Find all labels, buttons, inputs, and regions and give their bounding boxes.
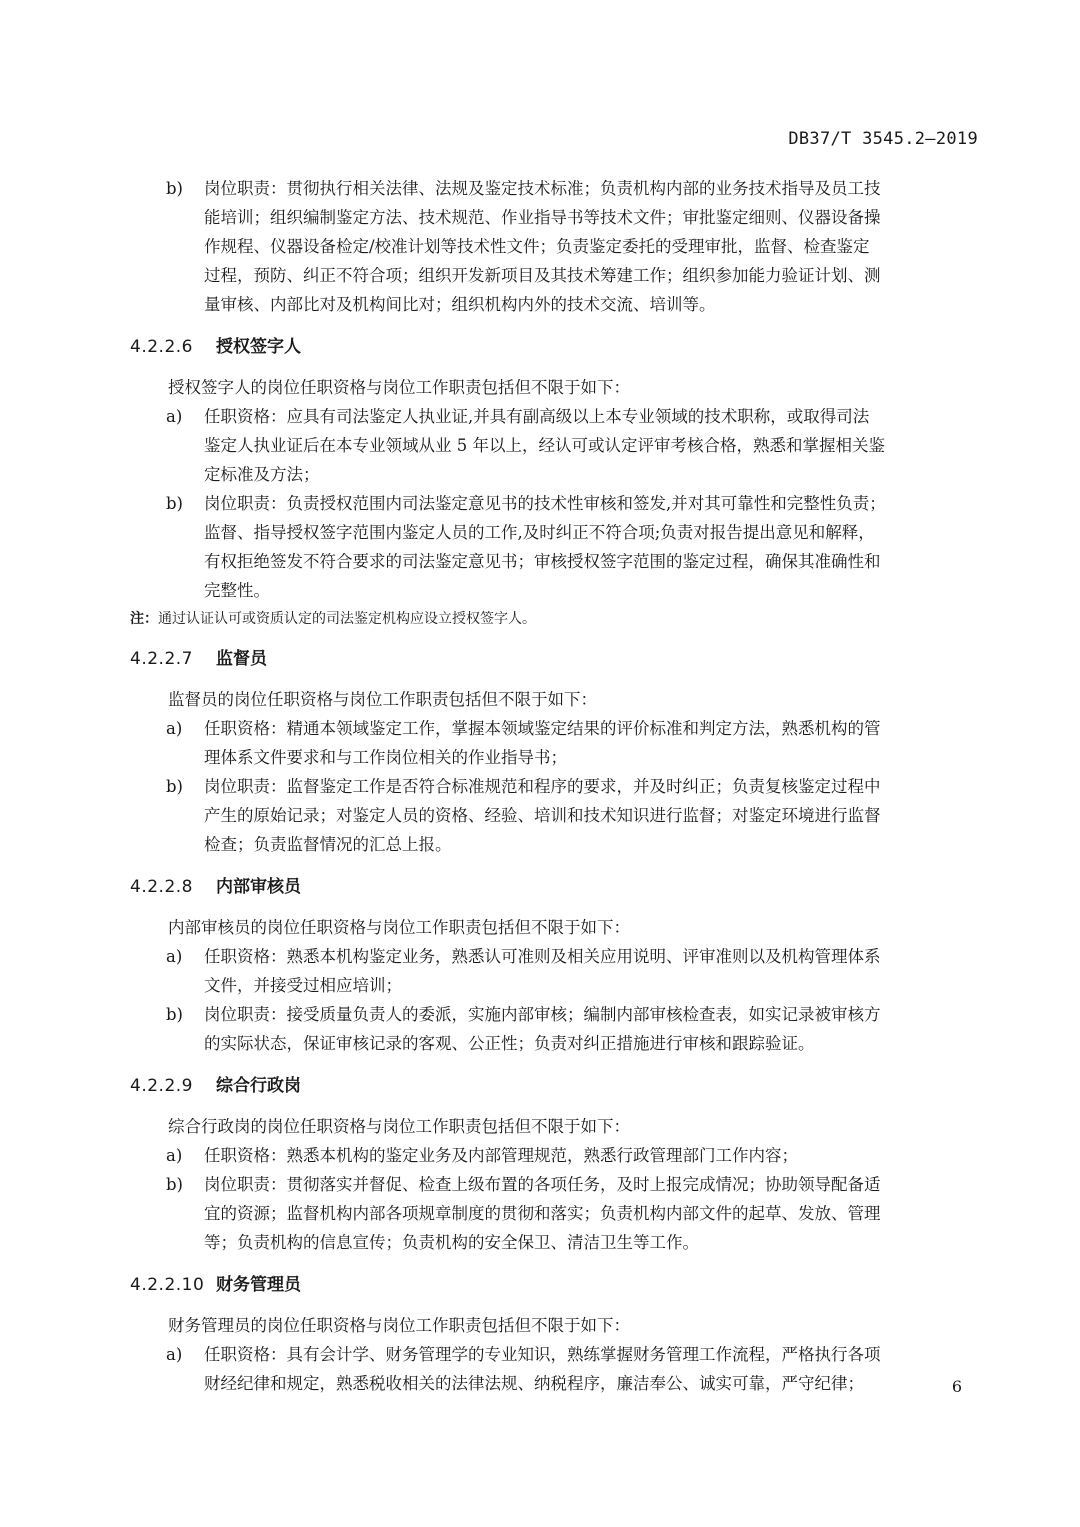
list-marker: b) <box>166 494 183 513</box>
list-item-text <box>204 1141 980 1170</box>
text-line: 理体系文件要求和与工作岗位相关的作业指导书； <box>204 748 567 767</box>
list-marker: a) <box>166 1345 183 1364</box>
text-line: 任职资格：应具有司法鉴定人执业证,并具有副高级以上本专业领域的技术职称，或取得司法 <box>204 407 870 426</box>
text-line: 定标准及方法； <box>204 465 320 484</box>
section-heading <box>130 1273 980 1297</box>
list-item <box>130 714 980 772</box>
section-intro: 监督员的岗位任职资格与岗位工作职责包括但不限于如下： <box>168 690 597 709</box>
text-line: 的实际状态，保证审核记录的客观、公正性；负责对纠正措施进行审核和跟踪验证。 <box>204 1034 815 1053</box>
text-line: 完整性。 <box>204 581 270 600</box>
text-line: 任职资格：精通本领域鉴定工作，掌握本领域鉴定结果的评价标准和判定方法，熟悉机构的管 <box>204 719 881 738</box>
text-line: 等；负责机构的信息宣传；负责机构的安全保卫、清洁卫生等工作。 <box>204 1233 699 1252</box>
note-label: 注： <box>130 611 158 627</box>
list-item <box>130 1170 980 1257</box>
list-item <box>130 1141 980 1170</box>
text-line: 任职资格：具有会计学、财务管理学的专业知识，熟练掌握财务管理工作流程，严格执行各项 <box>204 1345 881 1364</box>
section-intro: 综合行政岗的岗位任职资格与岗位工作职责包括但不限于如下： <box>168 1117 630 1136</box>
text-line: 文件，并接受过相应培训； <box>204 976 402 995</box>
section-number: 4.2.2.10 <box>130 1275 205 1295</box>
list-item <box>130 1000 980 1058</box>
section-number: 4.2.2.6 <box>130 337 193 357</box>
text-line: 产生的原始记录；对鉴定人员的资格、经验、培训和技术知识进行监督；对鉴定环境进行监督 <box>204 806 881 825</box>
text-line: 检查；负责监督情况的汇总上报。 <box>204 835 452 854</box>
section-title: 内部审核员 <box>216 877 301 897</box>
list-item-text <box>204 1340 980 1398</box>
section-number: 4.2.2.9 <box>130 1076 193 1096</box>
list-item-text <box>204 174 980 319</box>
list-item-text <box>204 402 980 489</box>
top-list-item <box>130 174 980 319</box>
section-heading <box>130 875 980 899</box>
list-item-text <box>204 1170 980 1257</box>
note-text: 通过认证认可或资质认定的司法鉴定机构应设立授权签字人。 <box>158 611 536 627</box>
list-marker: a) <box>166 407 183 426</box>
list-marker: a) <box>166 947 183 966</box>
list-item <box>130 489 980 605</box>
text-line: 作规程、仪器设备检定/校准计划等技术性文件；负责鉴定委托的受理审批，监督、检查鉴定 <box>204 237 870 256</box>
text-line: 宜的资源；监督机构内部各项规章制度的贯彻和落实；负责机构内部文件的起草、发放、管理 <box>204 1204 881 1223</box>
list-marker: a) <box>166 1146 183 1165</box>
text-line: 岗位职责：贯彻执行相关法律、法规及鉴定技术标准；负责机构内部的业务技术指导及员工技 <box>204 179 881 198</box>
section-heading <box>130 647 980 671</box>
list-item <box>130 942 980 1000</box>
document-body <box>130 174 980 1398</box>
list-item <box>130 402 980 489</box>
list-item-text <box>204 489 980 605</box>
text-line: 任职资格：熟悉本机构的鉴定业务及内部管理规范，熟悉行政管理部门工作内容； <box>204 1146 798 1165</box>
text-line: 岗位职责：接受质量负责人的委派，实施内部审核；编制内部审核检查表，如实记录被审核方 <box>204 1005 881 1024</box>
text-line: 有权拒绝签发不符合要求的司法鉴定意见书；审核授权签字范围的鉴定过程，确保其准确性和 <box>204 552 881 571</box>
text-line: 岗位职责：贯彻落实并督促、检查上级布置的各项任务，及时上报完成情况；协助领导配备适 <box>204 1175 881 1194</box>
text-line: 能培训；组织编制鉴定方法、技术规范、作业指导书等技术文件；审批鉴定细则、仪器设备操 <box>204 208 881 227</box>
section-title: 授权签字人 <box>216 337 301 357</box>
text-line: 岗位职责：负责授权范围内司法鉴定意见书的技术性审核和签发,并对其可靠性和完整性负责； <box>204 494 886 513</box>
section-intro: 授权签字人的岗位任职资格与岗位工作职责包括但不限于如下： <box>168 378 630 397</box>
text-line: 鉴定人执业证后在本专业领域从业 5 年以上，经认可或认定评审考核合格，熟悉和掌握相关鉴 <box>204 436 885 455</box>
section-heading <box>130 335 980 359</box>
list-marker: b) <box>166 1005 183 1024</box>
section-number: 4.2.2.7 <box>130 649 193 669</box>
list-item-text <box>204 1000 980 1058</box>
text-line: 任职资格：熟悉本机构鉴定业务，熟悉认可准则及相关应用说明、评审准则以及机构管理体系 <box>204 947 881 966</box>
text-line: 量审核、内部比对及机构间比对；组织机构内外的技术交流、培训等。 <box>204 295 716 314</box>
section-heading <box>130 1074 980 1098</box>
list-marker: b) <box>166 777 183 796</box>
list-marker: a) <box>166 719 183 738</box>
list-marker: b) <box>166 179 183 198</box>
section-number: 4.2.2.8 <box>130 877 193 897</box>
list-item-text <box>204 714 980 772</box>
text-line: 监督、指导授权签字范围内鉴定人员的工作,及时纠正不符合项;负责对报告提出意见和解释， <box>204 523 875 542</box>
section-title: 监督员 <box>216 649 267 669</box>
list-item <box>130 772 980 859</box>
list-item-text <box>204 772 980 859</box>
list-item-text <box>204 942 980 1000</box>
section-intro: 财务管理员的岗位任职资格与岗位工作职责包括但不限于如下： <box>168 1316 630 1335</box>
section-intro: 内部审核员的岗位任职资格与岗位工作职责包括但不限于如下： <box>168 918 630 937</box>
text-line: 过程，预防、纠正不符合项；组织开发新项目及其技术筹建工作；组织参加能力验证计划、测 <box>204 266 881 285</box>
text-line: 岗位职责：监督鉴定工作是否符合标准规范和程序的要求，并及时纠正；负责复核鉴定过程中 <box>204 777 881 796</box>
page-number: 6 <box>951 1377 962 1396</box>
document-id: DB37/T 3545.2—2019 <box>788 129 978 149</box>
section-note <box>130 607 980 631</box>
list-marker: b) <box>166 1175 183 1194</box>
section-title: 财务管理员 <box>216 1275 301 1295</box>
text-line: 财经纪律和规定，熟悉税收相关的法律法规、纳税程序，廉洁奉公、诚实可靠，严守纪律； <box>204 1374 864 1393</box>
section-title: 综合行政岗 <box>216 1076 301 1096</box>
list-item <box>130 1340 980 1398</box>
